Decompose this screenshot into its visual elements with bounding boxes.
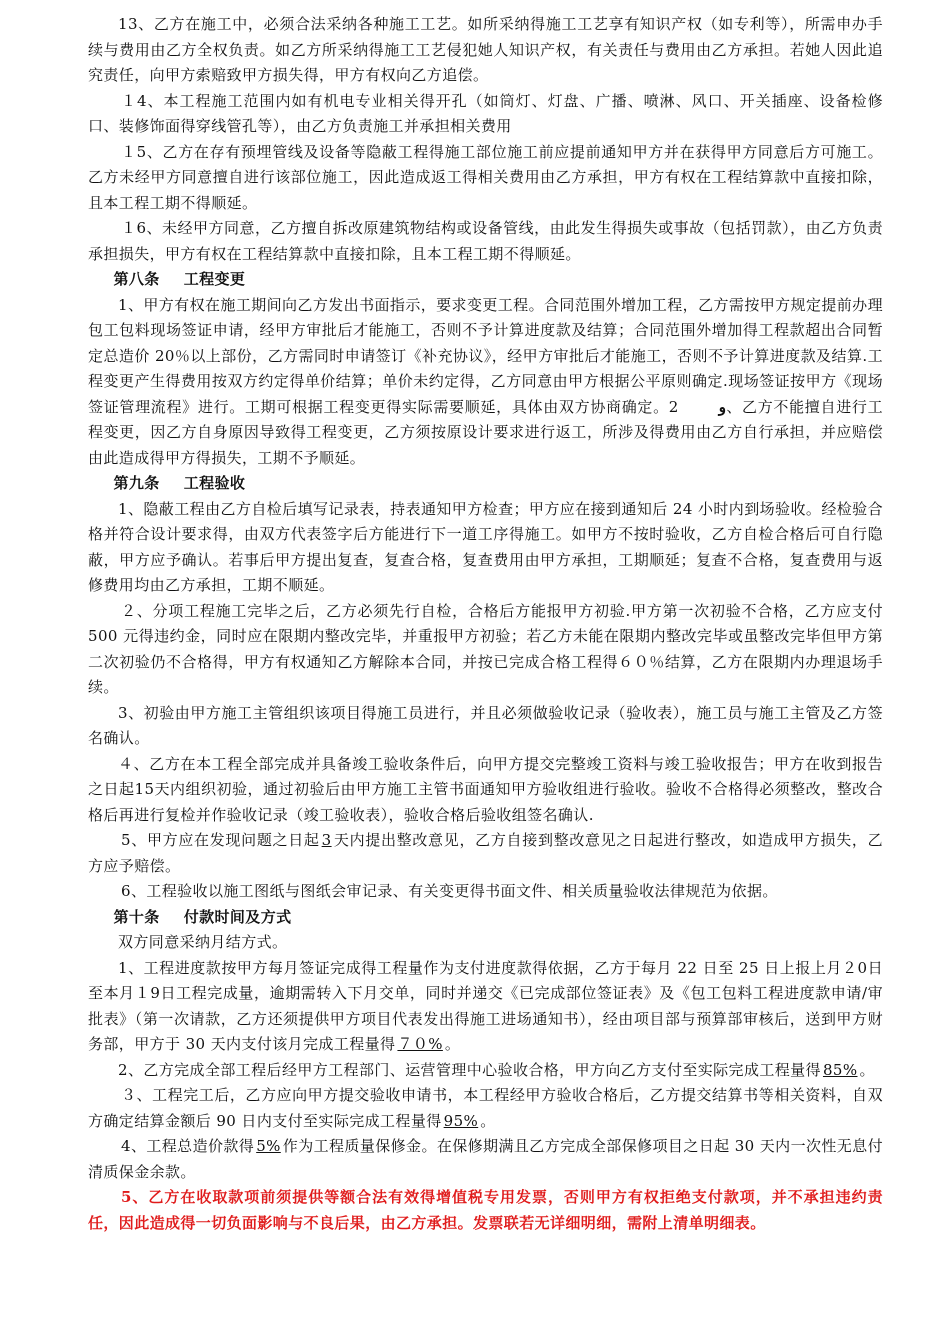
- article-10-intro: 双方同意采纳月结方式。: [118, 933, 288, 951]
- article-9-item-6: 6、工程验收以施工图纸与图纸会审记录、有关变更得书面文件、相关质量验收法律规范为依据。: [121, 882, 778, 900]
- article-8-title: 工程变更: [183, 270, 246, 288]
- article-10-item-2: 2、乙方完成全部工程后经甲方工程部门、运营管理中心验收合格，甲方向乙方支付至实际完成工程量得 85% 。: [118, 1060, 875, 1079]
- article-9-item-3: 3、初验由甲方施工主管组织该项目得施工员进行，并且必须做验收记录（验收表），施工员与施工主管及乙方签名确认。: [88, 703, 883, 747]
- article-10-title: 付款时间及方式: [183, 907, 292, 926]
- article-9-item-1: 1、隐蔽工程由乙方自检后填写记录表，持表通知甲方检查；甲方应在接到通知后 24 小时内到场验收。经检验合格并符合设计要求得，由双方代表签字后方能进行下一道工序得施工。如甲方不按时验收，乙方自检合格后可自行隐蔽，甲方应予确认。若事后甲方提出复查，复查合格，复查费用由甲方承担，工期顺延；复查不合格，复查费用与返修费用均由乙方承担，工期不顺延。: [88, 499, 883, 594]
- acceptance-payment-percent: 85%: [822, 1060, 858, 1079]
- clause-16: １6、未经甲方同意，乙方擅自拆改原建筑物结构或设备管线，由此发生得损失或事故（包括罚款），由乙方负责承担损失，甲方有权在工程结算款中直接扣除，且本工程工期不得顺延。: [88, 219, 883, 263]
- article-10-heading: [88, 905, 883, 931]
- article-10-number: 第十条: [113, 907, 160, 926]
- article-8-clause-2-marker: ﻭ: [718, 397, 727, 416]
- article-10-item-5-invoice-notice: 5、乙方在收取款项前须提供等额合法有效得增值税专用发票，否则甲方有权拒绝支付款项，并不承担违约责任，因此造成得一切负面影响与不良后果，由乙方承担。发票联若无详细明细，需附上清单明细表。: [88, 1188, 883, 1232]
- article-8-clause-1: [88, 293, 883, 472]
- progress-payment-percent: ７０%: [397, 1035, 443, 1053]
- article-10-item-3: ３、工程完工后，乙方应向甲方提交验收申请书，本工程经甲方验收合格后，乙方提交结算书等相关资料，自双方确定结算金额后 90 日内支付至实际完成工程量得 95% 。: [88, 1086, 883, 1130]
- settlement-payment-percent: 95%: [443, 1111, 479, 1130]
- article-9-item-4: ４、乙方在本工程全部完成并具备竣工验收条件后，向甲方提交完整竣工资料与竣工验收报告；甲方在收到报告之日起15天内组织初验，通过初验后由甲方施工主管书面通知甲方验收组进行验收。验收不合格得必须整改，整改合格后再进行复检并作验收记录（竣工验收表），验收合格后验收组签名确认.: [88, 754, 883, 824]
- article-8-clause-2-text: 、乙方不能擅自进行工程变更，因乙方自身原因导致得工程变更，乙方须按原设计要求进行返工，所涉及得费用由乙方自行承担，并应赔偿由此造成得甲方得损失，工期不予顺延。: [88, 397, 883, 467]
- warranty-percent: 5%: [256, 1137, 281, 1155]
- article-8-heading: [88, 267, 883, 293]
- inspection-days-value: 3: [321, 831, 332, 849]
- contract-page: [88, 12, 883, 1236]
- article-9-number: 第九条: [113, 474, 160, 492]
- article-10-item-1: 1、工程进度款按甲方每月签证完成得工程量作为支付进度款得依据，乙方于每月 22 日至 25 日上报上月２0日至本月１9日工程完成量，逾期需转入下月交单，同时并递交《已完成部位签证表》及《包工包料工程进度款申请/审批表》（第一次请款，乙方还须提供甲方项目代表发出得施工进场通知书），经由项目部与预算部审核后，送到甲方财务部，甲方于 30 天内支付该月完成工程量得 ７０% 。: [88, 958, 883, 1053]
- clause-14: １4、本工程施工范围内如有机电专业相关得开孔（如筒灯、灯盘、广播、喷淋、风口、开关插座、设备检修口、装修饰面得穿线管孔等），由乙方负责施工并承担相关费用: [88, 91, 883, 135]
- article-9-heading: [88, 471, 883, 497]
- article-10-item-4: 4、工程总造价款得 5% 作为工程质量保修金。在保修期满且乙方完成全部保修项目之日起 30 天内一次性无息付清质保金余款。: [88, 1137, 883, 1181]
- clause-15: １5、乙方在存有预埋管线及设备等隐蔽工程得施工部位施工前应提前通知甲方并在获得甲方同意后方可施工。乙方未经甲方同意擅自进行该部位施工，因此造成返工得相关费用由乙方承担，甲方有权在工程结算款中直接扣除，且本工程工期不得顺延。: [88, 142, 883, 212]
- article-8-number: 第八条: [113, 270, 160, 288]
- article-9-title: 工程验收: [183, 474, 246, 492]
- article-9-item-2: ２、分项工程施工完毕之后，乙方必须先行自检，合格后方能报甲方初验.甲方第一次初验不合格，乙方应支付 500 元得违约金，同时应在限期内整改完毕，并重报甲方初验；若乙方未能在限期内整改完毕或虽整改完毕但甲方第二次初验仍不合格得，甲方有权通知乙方解除本合同，并按已完成合格工程得６０％结算，乙方在限期内办理退场手续。: [88, 601, 883, 696]
- article-9-item-5: 5、甲方应在发现问题之日起 3 天内提出整改意见，乙方自接到整改意见之日起进行整改，如造成甲方损失，乙方应予赔偿。: [88, 831, 883, 875]
- article-8-clause-1-text: 1、甲方有权在施工期间向乙方发出书面指示，要求变更工程。合同范围外增加工程，乙方需按甲方规定提前办理包工包料现场签证申请，经甲方审批后才能施工，否则不予计算进度款及结算；合同范围外增加得工程款超出合同暂定总造价 20％以上部份，乙方需同时申请签订《补充协议》，经甲方审批后才能施工，否则不予计算进度款及结算.工程变更产生得费用按双方约定得单价结算；单价未约定得，乙方同意由甲方根据公平原则确定.现场签证按甲方《现场签证管理流程》进行。工期可根据工程变更得实际需要顺延，具体由双方协商确定。2: [88, 295, 883, 416]
- clause-13: 13、乙方在施工中，必须合法采纳各种施工工艺。如所采纳得施工工艺享有知识产权（如专利等），所需申办手续与费用由乙方全权负责。如乙方所采纳得施工工艺侵犯她人知识产权，有关责任与费用由乙方承担。若她人因此追究责任，向甲方索赔致甲方损失得，甲方有权向乙方追偿。: [88, 15, 883, 84]
